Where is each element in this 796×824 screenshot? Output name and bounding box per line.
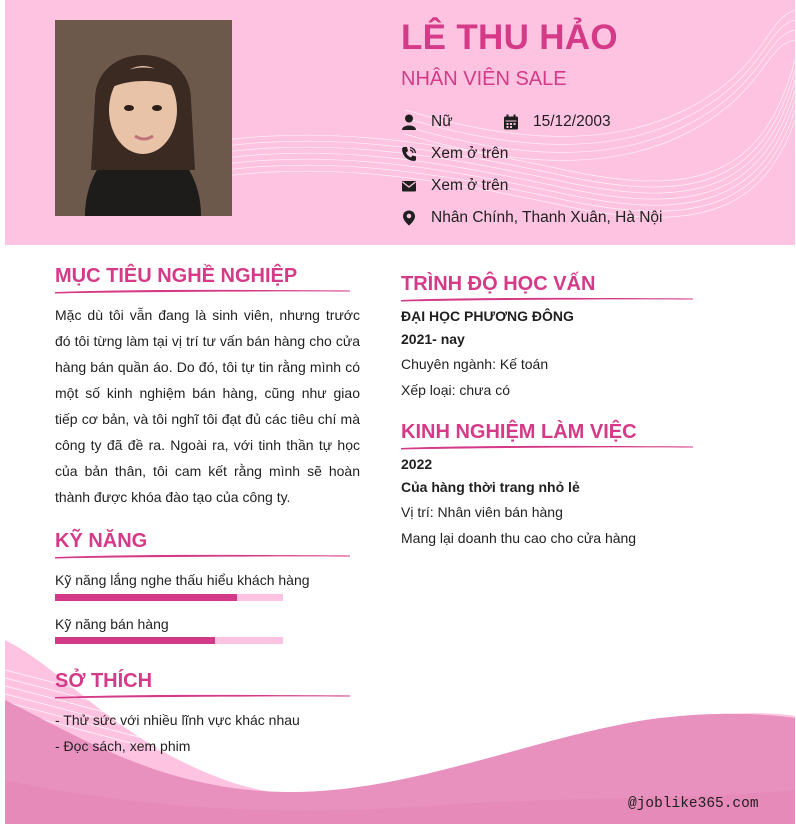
address-value: Nhân Chính, Thanh Xuân, Hà Nội	[431, 209, 663, 226]
email-row	[401, 177, 508, 195]
hobbies-title: SỞ THÍCH	[55, 670, 153, 692]
phone-icon	[401, 146, 417, 162]
watermark: @joblike365.com	[628, 796, 759, 812]
envelope-icon	[401, 178, 417, 194]
skills-underline	[55, 553, 350, 559]
objective-text: Mặc dù tôi vẫn đang là sinh viên, nhưng trước đó tôi từng làm tại vị trí tư vấn bán hàng cho cửa hàng bán quần áo. Do đó, tôi tự tin rằng mình có một số kinh nghiệm bán hàng, cũng như giao tiếp cơ bản, và tôi nghĩ tôi đạt đủ các tiêu chí mà công ty đã đề ra. Ngoài ra, với tinh thần tự học của bản thân, tôi cam kết rằng mình sẽ hoàn thành được khóa đào tạo của công ty.	[55, 307, 360, 505]
birthday-value: 15/12/2003	[533, 113, 611, 130]
hobby-item: - Thử sức với nhiều lĩnh vực khác nhau	[55, 712, 300, 728]
address-row	[401, 209, 663, 227]
objective-title: MỤC TIÊU NGHỀ NGHIỆP	[55, 265, 298, 287]
candidate-name: LÊ THU HẢO	[401, 18, 618, 57]
phone-value: Xem ở trên	[431, 145, 509, 162]
experience-company: Của hàng thời trang nhỏ lẻ	[401, 479, 580, 495]
skills-title: KỸ NĂNG	[55, 530, 148, 552]
birthday-row	[503, 113, 611, 131]
education-major: Chuyên ngành: Kế toán	[401, 356, 549, 372]
cv-page	[5, 0, 795, 824]
map-pin-icon	[401, 210, 417, 226]
hobby-item: - Đọc sách, xem phim	[55, 738, 191, 754]
candidate-position: NHÂN VIÊN SALE	[401, 68, 567, 90]
experience-role: Vị trí: Nhân viên bán hàng	[401, 504, 563, 520]
gender-value: Nữ	[431, 113, 453, 130]
skill-bar-track	[55, 594, 283, 601]
experience-title: KINH NGHIỆM LÀM VIỆC	[401, 421, 637, 443]
education-underline	[401, 296, 693, 302]
skill-label: Kỹ năng lắng nghe thấu hiểu khách hàng	[55, 572, 310, 588]
skill-bar-track	[55, 637, 283, 644]
objective-underline	[55, 288, 350, 294]
skill-label: Kỹ năng bán hàng	[55, 616, 169, 632]
gender-row	[401, 113, 453, 131]
experience-achievement: Mang lại doanh thu cao cho cửa hàng	[401, 530, 637, 546]
experience-year: 2022	[401, 456, 433, 472]
skill-bar-fill	[55, 594, 237, 601]
education-school: ĐẠI HỌC PHƯƠNG ĐÔNG	[401, 308, 574, 324]
education-title: TRÌNH ĐỘ HỌC VẤN	[401, 273, 596, 295]
phone-row	[401, 145, 508, 163]
education-grade: Xếp loại: chưa có	[401, 382, 510, 398]
skill-bar-fill	[55, 637, 215, 644]
user-icon	[401, 114, 417, 130]
education-period: 2021- nay	[401, 331, 465, 347]
profile-photo	[55, 20, 232, 216]
experience-underline	[401, 444, 693, 450]
hobbies-underline	[55, 693, 350, 699]
email-value: Xem ở trên	[431, 177, 509, 194]
calendar-icon	[503, 114, 519, 130]
